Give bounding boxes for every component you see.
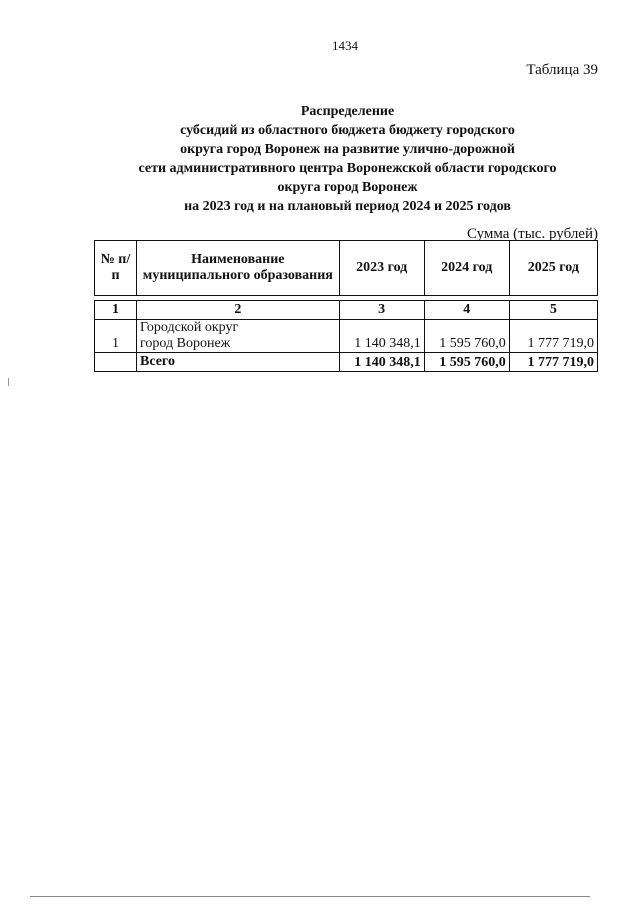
total-row	[95, 353, 598, 372]
row-name-line: Городской округ	[140, 320, 239, 335]
total-label: Всего	[137, 353, 340, 372]
row-num: 1	[95, 320, 137, 353]
data-table	[94, 300, 598, 372]
column-number: 1	[95, 301, 137, 320]
total-2025: 1 777 719,0	[509, 353, 597, 372]
title-line: на 2023 год и на плановый период 2024 и 2025 годов	[184, 199, 511, 214]
value-2025: 1 777 719,0	[509, 320, 597, 353]
header-2023: 2023 год	[339, 241, 424, 296]
column-number: 5	[509, 301, 597, 320]
total-num	[95, 353, 137, 372]
table-row	[95, 320, 598, 353]
title-line: округа город Воронеж на развитие улично-дорожной	[180, 142, 515, 157]
column-number: 4	[424, 301, 509, 320]
header-num: № п/п	[95, 241, 137, 296]
unit-note: Сумма (тыс. рублей)	[466, 226, 598, 242]
total-2023: 1 140 348,1	[339, 353, 424, 372]
value-2024: 1 595 760,0	[424, 320, 509, 353]
page-bottom-rule	[30, 896, 590, 897]
column-number-row	[95, 301, 598, 320]
title-line: Распределение	[300, 104, 395, 119]
column-number: 2	[137, 301, 340, 320]
table-header	[94, 240, 598, 296]
header-2024: 2024 год	[424, 241, 509, 296]
row-name	[137, 320, 340, 353]
row-name-line: город Воронеж	[140, 336, 231, 351]
scan-mark	[8, 378, 9, 386]
header-name: Наименование муниципального образования	[137, 241, 340, 296]
document-title	[95, 102, 600, 216]
page-number: 1434	[332, 38, 358, 53]
total-2024: 1 595 760,0	[424, 353, 509, 372]
column-number: 3	[339, 301, 424, 320]
header-2025: 2025 год	[509, 241, 597, 296]
title-line: субсидий из областного бюджета бюджету городского	[180, 123, 515, 138]
title-line: округа город Воронеж	[277, 180, 418, 195]
value-2023: 1 140 348,1	[339, 320, 424, 353]
title-line: сети административного центра Воронежской области городского	[138, 161, 557, 176]
table-label: Таблица 39	[526, 62, 598, 78]
